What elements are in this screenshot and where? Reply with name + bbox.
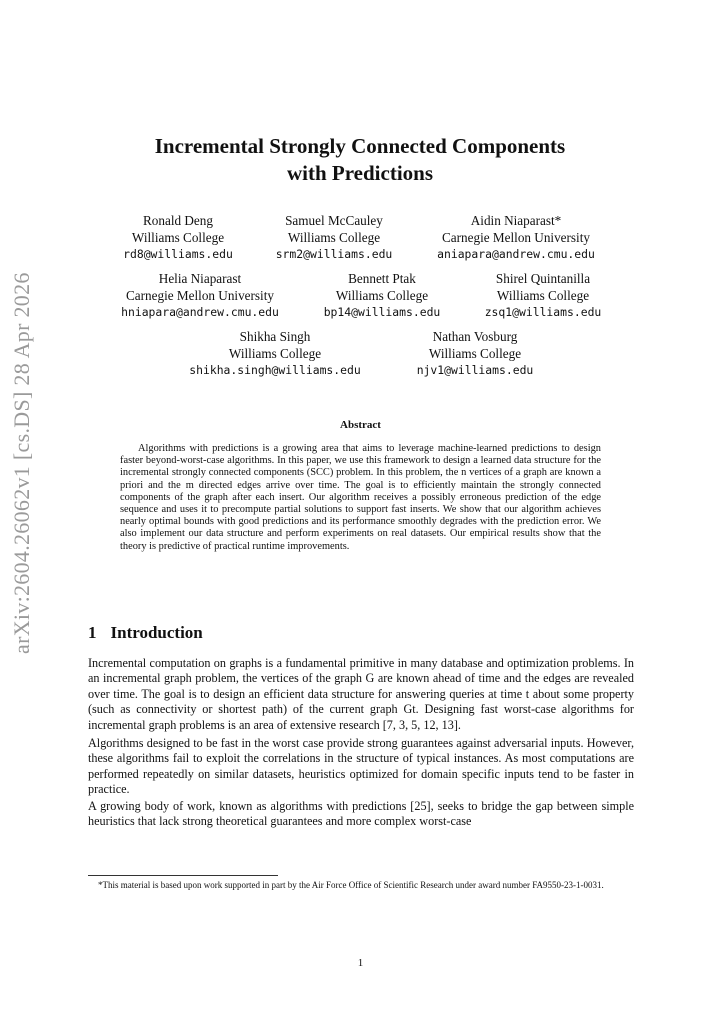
abstract-text: Algorithms with predictions is a growing area that aims to leverage machine-learned predictions to design faster beyond-worst-case algorithms. In this paper, we use this framework to design a learned data structure for the incremental strongly connected components (SCC) problem. In this problem, the n vertices of a graph are known a priori and the m directed edges arrive over time. The goal is to efficiently maintain the strongly connected components of the graph after each insert. Our algorithm receives a possibly erroneous prediction of the edge sequence and uses it to precompute partial solutions to support fast inserts. We show that our algorithm achieves nearly optimal bounds with good predictions and its performance smoothly degrades with the prediction error. We also implement our data structure and perform experiments on real datasets. Our empirical results show that the theory is predictive of practical runtime improvements.: [120, 443, 601, 552]
author-name: Shirel Quintanilla: [495, 271, 591, 286]
author-name: Shikha Singh: [239, 329, 311, 344]
author-affiliation: Williams College: [287, 230, 381, 245]
author-name: Ronald Deng: [143, 213, 213, 228]
author-block: [268, 212, 400, 263]
author-block: [118, 212, 238, 263]
author-affiliation: Carnegie Mellon University: [442, 230, 590, 245]
section-title: Introduction: [110, 623, 203, 642]
page-number: 1: [357, 957, 364, 969]
author-name: Nathan Vosburg: [432, 329, 518, 344]
author-block: [176, 328, 374, 379]
author-email[interactable]: shikha.singh@williams.edu: [189, 363, 361, 377]
author-block: [112, 270, 288, 321]
author-email[interactable]: srm2@williams.edu: [275, 247, 393, 261]
author-email[interactable]: bp14@williams.edu: [323, 305, 441, 319]
author-name: Samuel McCauley: [285, 213, 383, 228]
body-paragraph: A growing body of work, known as algorithms with predictions [25], seeks to bridge the gap between simple heuristics that lack strong theoretical guarantees and more complex worst-case: [88, 799, 634, 829]
author-block: [428, 212, 604, 263]
section-number: 1: [88, 623, 97, 642]
author-name: Helia Niaparast: [158, 271, 242, 286]
author-email[interactable]: aniapara@andrew.cmu.edu: [437, 247, 595, 261]
author-affiliation: Williams College: [131, 230, 225, 245]
author-block: [316, 270, 448, 321]
author-affiliation: Williams College: [228, 346, 322, 361]
author-email[interactable]: njv1@williams.edu: [416, 363, 534, 377]
author-block: [472, 270, 614, 321]
author-name: Aidin Niaparast*: [470, 213, 562, 228]
author-affiliation: Williams College: [335, 288, 429, 303]
author-affiliation: Carnegie Mellon University: [126, 288, 274, 303]
author-email[interactable]: zsq1@williams.edu: [484, 305, 602, 319]
paper-title-line-1: Incremental Strongly Connected Components: [154, 134, 566, 158]
body-paragraph: Algorithms designed to be fast in the worst case provide strong guarantees against adversarial inputs. However, these algorithms fail to exploit the correlations in the structure of typical instances. As most computations are performed repeatedly on similar datasets, heuristics optimized for domain specific inputs tend to be faster in practice.: [88, 736, 634, 797]
abstract-heading: Abstract: [340, 419, 381, 431]
paper-title-line-2: with Predictions: [286, 161, 434, 185]
author-name: Bennett Ptak: [348, 271, 416, 286]
section-heading: [88, 623, 203, 643]
footnote: *This material is based upon work supported in part by the Air Force Office of Scientific Research under award number FA9550-23-1-0031.: [98, 880, 604, 890]
author-email[interactable]: hniapara@andrew.cmu.edu: [121, 305, 279, 319]
arxiv-identifier: arXiv:2604.26062v1 [cs.DS] 28 Apr 2026: [9, 272, 34, 654]
author-affiliation: Williams College: [428, 346, 522, 361]
footnote-rule: [88, 875, 278, 876]
author-block: [402, 328, 548, 379]
author-affiliation: Williams College: [496, 288, 590, 303]
author-email[interactable]: rd8@williams.edu: [123, 247, 233, 261]
body-paragraph: Incremental computation on graphs is a fundamental primitive in many database and optimization problems. In an incremental graph problem, the vertices of the graph G are known ahead of time and the edges are revealed over time. The goal is to design an efficient data structure for answering queries at time t about some property (such as connectivity or shortest path) of the current graph Gt. Designing fast worst-case algorithms for incremental graph problems is an area of extensive research [7, 3, 5, 12, 13].: [88, 656, 634, 732]
